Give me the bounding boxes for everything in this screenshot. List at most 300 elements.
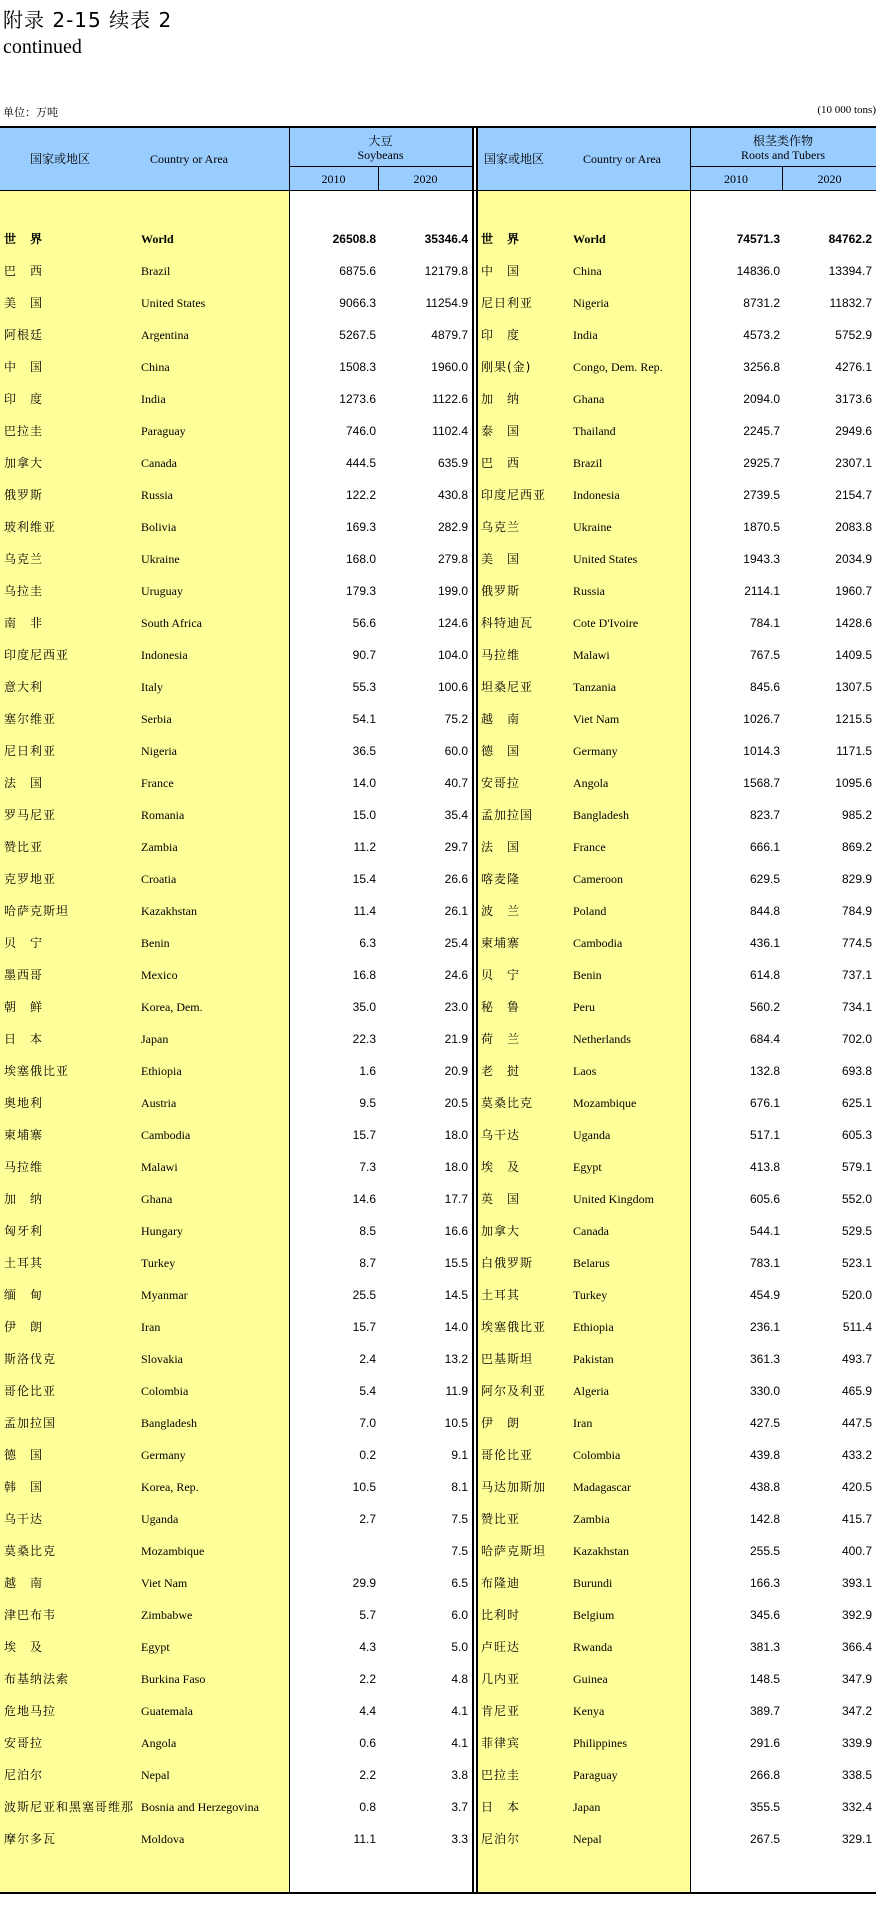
table-row xyxy=(0,1311,876,1343)
table-row xyxy=(0,1055,876,1087)
country-en-left: Zambia xyxy=(141,840,178,854)
country-en-left: Ukraine xyxy=(141,552,180,566)
roots-2020: 493.7 xyxy=(841,1352,872,1366)
roots-2020: 869.2 xyxy=(841,840,872,854)
soybeans-2010: 7.0 xyxy=(359,1416,376,1430)
header-country-en-right: Country or Area xyxy=(583,152,661,166)
unit-label-cn: 单位：万吨 xyxy=(3,106,58,119)
soybeans-2010: 11.2 xyxy=(353,840,376,854)
soybeans-2010: 4.3 xyxy=(359,1640,376,1654)
country-en-right: Pakistan xyxy=(573,1352,614,1366)
roots-2010: 684.4 xyxy=(749,1032,780,1046)
country-cn-left: 美 国 xyxy=(4,296,44,310)
header-roots-en: Roots and Tubers xyxy=(740,148,826,162)
table-row xyxy=(0,639,876,671)
header-soybeans-cn: 大豆 xyxy=(368,134,393,148)
soybeans-2010: 1273.6 xyxy=(339,392,376,406)
roots-2020: 5752.9 xyxy=(835,328,872,342)
country-cn-right: 俄罗斯 xyxy=(481,584,521,598)
soybeans-2010: 4.4 xyxy=(359,1704,376,1718)
header-country-cn-right: 国家或地区 xyxy=(484,152,545,166)
roots-2010: 236.1 xyxy=(749,1320,780,1334)
roots-2010: 291.6 xyxy=(749,1736,780,1750)
roots-2020: 3173.6 xyxy=(835,392,872,406)
soybeans-2020: 26.1 xyxy=(444,904,468,918)
country-en-right: Japan xyxy=(573,1800,601,1814)
country-en-left: Serbia xyxy=(141,712,172,726)
soybeans-2010: 0.2 xyxy=(359,1448,376,1462)
soybeans-2020: 11254.9 xyxy=(425,296,468,310)
soybeans-2010: 8.7 xyxy=(359,1256,376,1270)
country-en-right: Iran xyxy=(573,1416,593,1430)
soybeans-2010: 746.0 xyxy=(345,424,376,438)
country-en-left: China xyxy=(141,360,170,374)
table-row xyxy=(0,511,876,543)
country-cn-left: 中 国 xyxy=(4,360,44,374)
country-cn-left: 意大利 xyxy=(4,680,44,694)
country-en-left: Croatia xyxy=(141,872,177,886)
country-en-left: Austria xyxy=(141,1096,177,1110)
country-en-right: Nigeria xyxy=(573,296,609,310)
table-bottom-rule xyxy=(0,1892,876,1894)
country-cn-right: 坦桑尼亚 xyxy=(481,680,534,694)
roots-2020: 329.1 xyxy=(841,1832,872,1846)
country-en-right: Mozambique xyxy=(573,1096,637,1110)
country-en-left: Zimbabwe xyxy=(141,1608,193,1622)
country-en-left: Malawi xyxy=(141,1160,178,1174)
roots-2020: 511.4 xyxy=(842,1320,872,1334)
roots-2010: 676.1 xyxy=(749,1096,780,1110)
country-en-left: Slovakia xyxy=(141,1352,183,1366)
soybeans-2010: 11.1 xyxy=(353,1832,376,1846)
roots-2020: 2949.6 xyxy=(835,424,872,438)
soybeans-2020: 3.7 xyxy=(451,1800,468,1814)
country-cn-left: 加 纳 xyxy=(4,1192,44,1206)
soybeans-2010: 15.4 xyxy=(352,872,376,886)
country-en-right: Canada xyxy=(573,1224,609,1238)
soybeans-2020: 35346.4 xyxy=(424,232,468,246)
table-row xyxy=(0,927,876,959)
table-row xyxy=(0,447,876,479)
roots-2010: 330.0 xyxy=(749,1384,780,1398)
table-row xyxy=(0,1759,876,1791)
soybeans-2020: 282.9 xyxy=(437,520,468,534)
roots-2010: 389.7 xyxy=(749,1704,780,1718)
header-roots-year-2020: 2020 xyxy=(817,172,842,186)
country-cn-left: 乌干达 xyxy=(4,1512,44,1526)
country-en-right: Belarus xyxy=(573,1256,610,1270)
country-en-right: Cambodia xyxy=(573,936,623,950)
roots-2010: 2094.0 xyxy=(743,392,780,406)
soybeans-2020: 20.9 xyxy=(444,1064,468,1078)
soybeans-2010: 179.3 xyxy=(345,584,376,598)
country-cn-left: 加拿大 xyxy=(4,456,44,470)
country-en-left: Canada xyxy=(141,456,177,470)
country-en-right: Indonesia xyxy=(573,488,620,502)
soybeans-2010: 9066.3 xyxy=(339,296,376,310)
soybeans-2010 xyxy=(292,1535,376,1567)
soybeans-2010: 122.2 xyxy=(345,488,376,502)
table-row xyxy=(0,735,876,767)
soybeans-2010: 2.7 xyxy=(359,1512,376,1526)
roots-2020: 1095.6 xyxy=(835,776,872,790)
roots-2010: 1014.3 xyxy=(743,744,780,758)
country-cn-right: 卢旺达 xyxy=(481,1640,521,1654)
table-row xyxy=(0,671,876,703)
country-cn-left: 乌克兰 xyxy=(4,552,44,566)
country-cn-left: 摩尔多瓦 xyxy=(4,1832,57,1846)
country-en-left: Iran xyxy=(141,1320,161,1334)
roots-2010: 4573.2 xyxy=(743,328,780,342)
table-row xyxy=(0,1599,876,1631)
soybeans-2010: 25.5 xyxy=(352,1288,376,1302)
table-row xyxy=(0,1183,876,1215)
country-en-right: Angola xyxy=(573,776,609,790)
soybeans-2010: 6.3 xyxy=(359,936,376,950)
soybeans-2020: 40.7 xyxy=(444,776,468,790)
country-en-right: Guinea xyxy=(573,1672,608,1686)
roots-2010: 767.5 xyxy=(749,648,780,662)
soybeans-2020: 1122.6 xyxy=(432,392,468,406)
country-cn-right: 印度尼西亚 xyxy=(481,488,547,502)
country-cn-right: 波 兰 xyxy=(481,904,521,918)
country-en-right: Ghana xyxy=(573,392,605,406)
country-cn-left: 哥伦比亚 xyxy=(4,1384,57,1398)
country-en-left: Bangladesh xyxy=(141,1416,197,1430)
country-cn-right: 布隆迪 xyxy=(481,1576,521,1590)
country-cn-left: 危地马拉 xyxy=(4,1704,57,1718)
table-row xyxy=(0,1247,876,1279)
country-en-left: Egypt xyxy=(141,1640,170,1654)
soybeans-2020: 100.6 xyxy=(437,680,468,694)
country-en-left: Korea, Rep. xyxy=(141,1480,199,1494)
country-cn-right: 中 国 xyxy=(481,264,521,278)
country-cn-right: 哈萨克斯坦 xyxy=(481,1544,547,1558)
roots-2020: 400.7 xyxy=(841,1544,872,1558)
soybeans-2020: 3.8 xyxy=(451,1768,468,1782)
country-en-left: Benin xyxy=(141,936,170,950)
roots-2010: 266.8 xyxy=(749,1768,780,1782)
roots-2010: 355.5 xyxy=(749,1800,780,1814)
table-row xyxy=(0,1343,876,1375)
roots-2010: 605.6 xyxy=(749,1192,780,1206)
table-row xyxy=(0,543,876,575)
roots-2020: 734.1 xyxy=(841,1000,872,1014)
country-en-right: Laos xyxy=(573,1064,597,1078)
header-soy-year-2010: 2010 xyxy=(321,172,346,186)
soybeans-2010: 14.0 xyxy=(352,776,376,790)
country-en-right: Peru xyxy=(573,1000,595,1014)
country-en-right: Brazil xyxy=(573,456,603,470)
roots-2010: 629.5 xyxy=(749,872,780,886)
soybeans-2010: 36.5 xyxy=(352,744,376,758)
soybeans-2020: 75.2 xyxy=(444,712,468,726)
country-cn-right: 埃塞俄比亚 xyxy=(481,1320,547,1334)
roots-2010: 3256.8 xyxy=(743,360,780,374)
roots-2020: 1215.5 xyxy=(835,712,872,726)
soybeans-2010: 22.3 xyxy=(352,1032,376,1046)
soybeans-2010: 2.4 xyxy=(359,1352,376,1366)
country-en-right: Ethiopia xyxy=(573,1320,614,1334)
roots-2010: 427.5 xyxy=(749,1416,780,1430)
roots-2010: 823.7 xyxy=(749,808,780,822)
soybeans-2020: 12179.8 xyxy=(424,264,468,278)
table-row xyxy=(0,383,876,415)
roots-2020: 347.9 xyxy=(841,1672,872,1686)
roots-2020: 433.2 xyxy=(841,1448,872,1462)
country-en-right: Cameroon xyxy=(573,872,623,886)
roots-2020: 2154.7 xyxy=(835,488,872,502)
table-top-rule xyxy=(0,126,876,128)
page-subtitle: continued xyxy=(3,36,82,58)
table-row xyxy=(0,1279,876,1311)
soybeans-2020: 20.5 xyxy=(444,1096,468,1110)
soybeans-2010: 1.6 xyxy=(359,1064,376,1078)
roots-subheader-rule xyxy=(690,166,876,167)
table-row xyxy=(0,1375,876,1407)
country-cn-right: 巴拉圭 xyxy=(481,1768,521,1782)
roots-2020: 985.2 xyxy=(841,808,872,822)
country-cn-left: 斯洛伐克 xyxy=(4,1352,57,1366)
country-en-left: Cambodia xyxy=(141,1128,191,1142)
roots-2010: 1870.5 xyxy=(743,520,780,534)
roots-2020: 366.4 xyxy=(841,1640,872,1654)
country-cn-right: 哥伦比亚 xyxy=(481,1448,534,1462)
country-en-left: Italy xyxy=(141,680,163,694)
soybeans-2010: 6875.6 xyxy=(339,264,376,278)
country-en-right: United States xyxy=(573,552,638,566)
roots-2020: 415.7 xyxy=(841,1512,872,1526)
country-cn-left: 越 南 xyxy=(4,1576,44,1590)
country-cn-right: 几内亚 xyxy=(481,1672,521,1686)
table-row xyxy=(0,895,876,927)
soybeans-2020: 60.0 xyxy=(444,744,468,758)
country-en-left: United States xyxy=(141,296,206,310)
country-en-left: Bosnia and Herzegovina xyxy=(141,1800,259,1814)
country-en-right: Burundi xyxy=(573,1576,613,1590)
table-row xyxy=(0,1535,876,1567)
roots-2020: 393.1 xyxy=(841,1576,872,1590)
soybeans-2020: 25.4 xyxy=(444,936,468,950)
country-cn-left: 克罗地亚 xyxy=(4,872,57,886)
country-cn-left: 埃塞俄比亚 xyxy=(4,1064,70,1078)
soybeans-2010: 15.7 xyxy=(352,1320,376,1334)
country-cn-right: 赞比亚 xyxy=(481,1512,521,1526)
soybeans-2020: 11.9 xyxy=(445,1384,468,1398)
country-en-right: Netherlands xyxy=(573,1032,631,1046)
soybeans-2020: 7.5 xyxy=(451,1544,468,1558)
country-cn-right: 尼日利亚 xyxy=(481,296,534,310)
soybeans-2020: 10.5 xyxy=(444,1416,468,1430)
table-row xyxy=(0,799,876,831)
table-row xyxy=(0,1695,876,1727)
country-cn-left: 尼日利亚 xyxy=(4,744,57,758)
roots-2020: 339.9 xyxy=(841,1736,872,1750)
soybeans-2020: 18.0 xyxy=(444,1128,468,1142)
soybeans-2010: 35.0 xyxy=(352,1000,376,1014)
country-en-right: Uganda xyxy=(573,1128,611,1142)
table-row xyxy=(0,767,876,799)
roots-2010: 381.3 xyxy=(749,1640,780,1654)
country-cn-right: 孟加拉国 xyxy=(481,808,534,822)
soybeans-2010: 5.4 xyxy=(359,1384,376,1398)
header-roots-year-2010: 2010 xyxy=(724,172,748,186)
table-row xyxy=(0,1087,876,1119)
soybeans-2020: 635.9 xyxy=(437,456,468,470)
country-cn-left: 阿根廷 xyxy=(4,328,44,342)
soybeans-2010: 9.5 xyxy=(359,1096,376,1110)
country-cn-right: 秘 鲁 xyxy=(481,1000,521,1014)
soybeans-2010: 5.7 xyxy=(359,1608,376,1622)
country-cn-left: 朝 鲜 xyxy=(4,1000,44,1014)
country-en-right: Tanzania xyxy=(573,680,617,694)
country-cn-left: 土耳其 xyxy=(4,1256,44,1270)
soybeans-2020: 3.3 xyxy=(451,1832,468,1846)
soybeans-2010: 14.6 xyxy=(352,1192,376,1206)
country-cn-left: 柬埔寨 xyxy=(4,1128,44,1142)
country-cn-right: 乌干达 xyxy=(481,1128,521,1142)
country-en-right: Philippines xyxy=(573,1736,628,1750)
country-en-left: Russia xyxy=(141,488,174,502)
country-en-left: Turkey xyxy=(141,1256,176,1270)
soybeans-2010: 168.0 xyxy=(345,552,376,566)
soybeans-2020: 29.7 xyxy=(444,840,468,854)
country-en-right: Nepal xyxy=(573,1832,602,1846)
country-en-right: Bangladesh xyxy=(573,808,629,822)
roots-2010: 74571.3 xyxy=(736,232,780,246)
table-row xyxy=(0,1439,876,1471)
country-cn-right: 土耳其 xyxy=(481,1288,521,1302)
country-en-left: Uruguay xyxy=(141,584,183,598)
table-row xyxy=(0,1823,876,1855)
country-cn-left: 世 界 xyxy=(4,232,44,246)
country-cn-left: 墨西哥 xyxy=(4,968,44,982)
soybeans-2020: 7.5 xyxy=(451,1512,468,1526)
country-cn-left: 安哥拉 xyxy=(4,1736,44,1750)
page-title: 附录 2-15 续表 2 xyxy=(3,8,173,32)
soybeans-2020: 1102.4 xyxy=(432,424,468,438)
country-cn-right: 世 界 xyxy=(481,232,521,246)
soybeans-2010: 26508.8 xyxy=(332,232,376,246)
country-cn-right: 老 挝 xyxy=(481,1064,521,1078)
country-cn-right: 科特迪瓦 xyxy=(481,616,534,630)
country-en-left: Paraguay xyxy=(141,424,186,438)
country-cn-left: 伊 朗 xyxy=(4,1320,44,1334)
soybeans-2020: 5.0 xyxy=(451,1640,468,1654)
country-cn-left: 塞尔维亚 xyxy=(4,712,57,726)
roots-2020: 392.9 xyxy=(841,1608,872,1622)
soybeans-2010: 5267.5 xyxy=(339,328,376,342)
soybeans-2020: 6.0 xyxy=(451,1608,468,1622)
soybeans-2020: 9.1 xyxy=(451,1448,468,1462)
soybeans-2010: 56.6 xyxy=(352,616,376,630)
roots-2010: 148.5 xyxy=(749,1672,780,1686)
country-en-right: Kazakhstan xyxy=(573,1544,629,1558)
country-en-right: Madagascar xyxy=(573,1480,631,1494)
soybeans-2010: 10.5 xyxy=(352,1480,376,1494)
roots-2010: 1943.3 xyxy=(743,552,780,566)
soybeans-2010: 8.5 xyxy=(359,1224,376,1238)
country-en-right: Rwanda xyxy=(573,1640,613,1654)
table-row xyxy=(0,991,876,1023)
table-row xyxy=(0,959,876,991)
country-cn-right: 巴 西 xyxy=(481,456,521,470)
country-cn-left: 巴拉圭 xyxy=(4,424,44,438)
roots-2020: 84762.2 xyxy=(828,232,872,246)
roots-2020: 1409.5 xyxy=(835,648,872,662)
soybeans-2020: 15.5 xyxy=(444,1256,468,1270)
country-en-right: Egypt xyxy=(573,1160,602,1174)
table-row xyxy=(0,575,876,607)
country-en-right: China xyxy=(573,264,602,278)
roots-2010: 436.1 xyxy=(749,936,780,950)
roots-2010: 255.5 xyxy=(749,1544,780,1558)
roots-2020: 332.4 xyxy=(841,1800,872,1814)
roots-2010: 439.8 xyxy=(749,1448,780,1462)
country-cn-right: 巴基斯坦 xyxy=(481,1352,534,1366)
country-en-left: Viet Nam xyxy=(141,1576,188,1590)
country-cn-right: 阿尔及利亚 xyxy=(481,1384,547,1398)
country-cn-left: 马拉维 xyxy=(4,1160,44,1174)
country-en-right: Thailand xyxy=(573,424,616,438)
soybeans-2020: 14.0 xyxy=(444,1320,468,1334)
soybeans-2010: 444.5 xyxy=(345,456,376,470)
country-cn-right: 伊 朗 xyxy=(481,1416,521,1430)
table-row xyxy=(0,415,876,447)
country-en-left: Argentina xyxy=(141,328,189,342)
soybeans-2020: 4.1 xyxy=(451,1736,468,1750)
soybeans-2020: 104.0 xyxy=(437,648,468,662)
roots-2020: 693.8 xyxy=(841,1064,872,1078)
roots-2010: 544.1 xyxy=(749,1224,780,1238)
soybeans-2010: 54.1 xyxy=(352,712,376,726)
soybeans-2010: 55.3 xyxy=(352,680,376,694)
country-cn-right: 日 本 xyxy=(481,1800,521,1814)
country-cn-right: 埃 及 xyxy=(481,1160,521,1174)
roots-2020: 552.0 xyxy=(841,1192,872,1206)
country-cn-right: 比利时 xyxy=(481,1608,521,1622)
country-cn-left: 韩 国 xyxy=(4,1480,44,1494)
country-en-left: India xyxy=(141,392,166,406)
table-row xyxy=(0,351,876,383)
country-cn-left: 罗马尼亚 xyxy=(4,808,57,822)
soybeans-2020: 24.6 xyxy=(444,968,468,982)
roots-2020: 520.0 xyxy=(841,1288,872,1302)
country-en-right: India xyxy=(573,328,598,342)
country-en-right: Russia xyxy=(573,584,606,598)
country-en-left: Japan xyxy=(141,1032,169,1046)
country-en-right: Paraguay xyxy=(573,1768,618,1782)
table-row xyxy=(0,479,876,511)
soybeans-2010: 169.3 xyxy=(345,520,376,534)
table-row xyxy=(0,1471,876,1503)
table-row xyxy=(0,1791,876,1823)
country-en-right: Ukraine xyxy=(573,520,612,534)
country-en-right: Colombia xyxy=(573,1448,621,1462)
roots-2010: 560.2 xyxy=(749,1000,780,1014)
country-en-right: United Kingdom xyxy=(573,1192,654,1206)
table-row xyxy=(0,1631,876,1663)
country-en-right: Benin xyxy=(573,968,602,982)
country-en-right: Congo, Dem. Rep. xyxy=(573,360,663,374)
country-en-left: Kazakhstan xyxy=(141,904,197,918)
table-row xyxy=(0,255,876,287)
soybeans-2020: 8.1 xyxy=(451,1480,468,1494)
country-en-left: Moldova xyxy=(141,1832,185,1846)
roots-2010: 666.1 xyxy=(749,840,780,854)
soybeans-2020: 4.1 xyxy=(451,1704,468,1718)
roots-2010: 517.1 xyxy=(749,1128,780,1142)
